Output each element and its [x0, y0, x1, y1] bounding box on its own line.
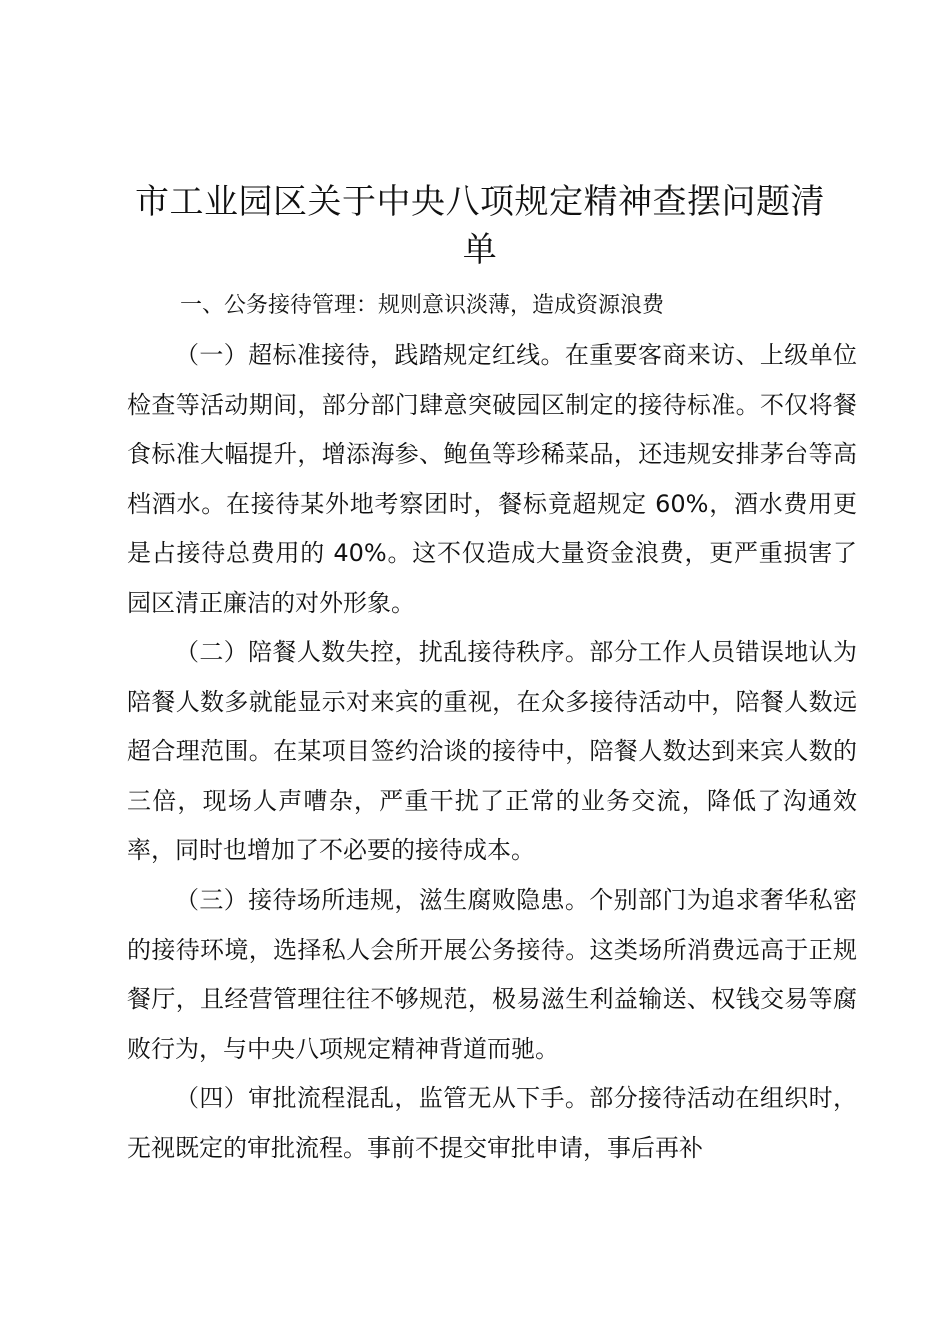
paragraph-4: （四）审批流程混乱，监管无从下手。部分接待活动在组织时，无视既定的审批流程。事前不提交审批申请，事后再补 — [127, 1084, 857, 1162]
section-heading: 一、公务接待管理：规则意识淡薄，造成资源浪费 — [180, 293, 665, 318]
document-title: 市工业园区关于中央八项规定精神查摆问题清单 — [135, 182, 825, 270]
paragraph-1: （一）超标准接待，践踏规定红线。在重要客商来访、上级单位检查等活动期间，部分部门肆意突破园区制定的接待标准。不仅将餐食标准大幅提升，增添海参、鲍鱼等珍稀菜品，还违规安排茅台等高档酒水。在接待某外地考察团时，餐标竟超规定 60%，酒水费用更是占接待总费用的 40%。这不仅造成大量资金浪费，更严重损害了园区清正廉洁的对外形象。 — [127, 341, 857, 617]
paragraph-3: （三）接待场所违规，滋生腐败隐患。个别部门为追求奢华私密的接待环境，选择私人会所开展公务接待。这类场所消费远高于正规餐厅，且经营管理往往不够规范，极易滋生利益输送、权钱交易等腐败行为，与中央八项规定精神背道而驰。 — [127, 886, 857, 1063]
paragraph-2: （二）陪餐人数失控，扰乱接待秩序。部分工作人员错误地认为陪餐人数多就能显示对来宾的重视，在众多接待活动中，陪餐人数远超合理范围。在某项目签约洽谈的接待中，陪餐人数达到来宾人数的三倍，现场人声嘈杂，严重干扰了正常的业务交流，降低了沟通效率，同时也增加了不必要的接待成本。 — [127, 638, 857, 864]
